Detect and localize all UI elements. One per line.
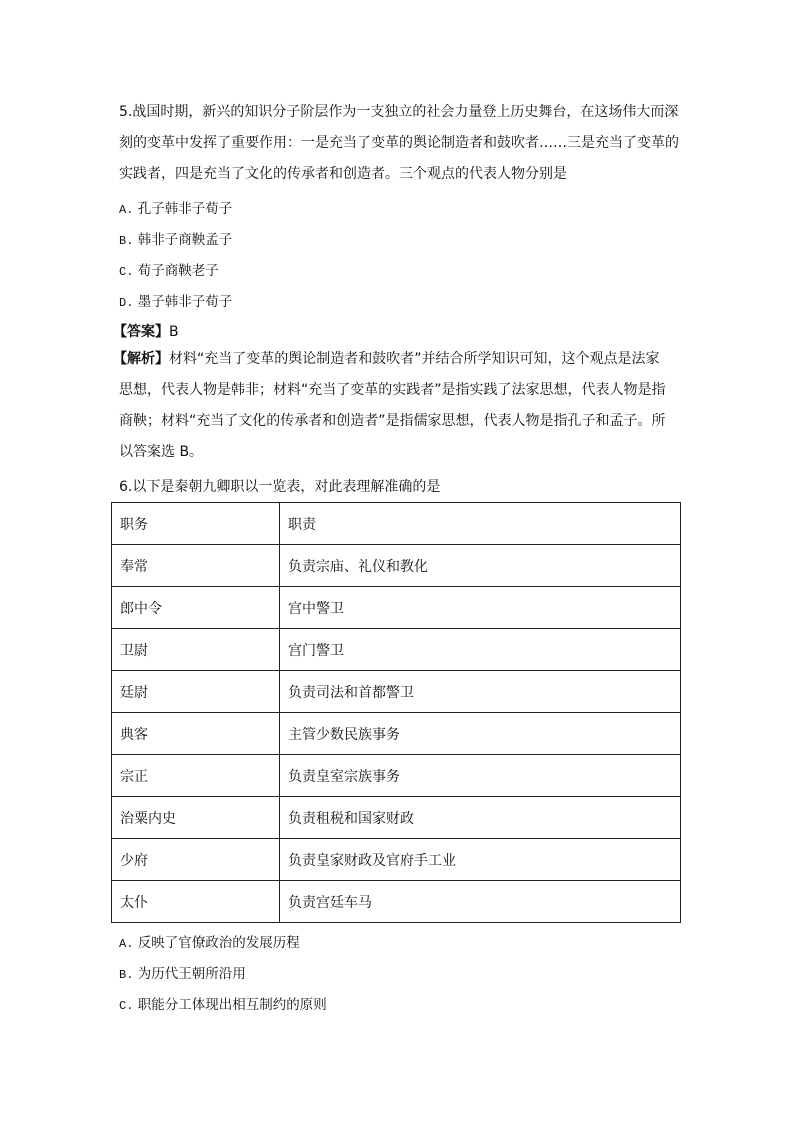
option-text: 职能分工体现出相互制约的原则 (137, 997, 327, 1013)
option-label: A. (119, 203, 134, 217)
analysis-line-1 (113, 344, 683, 375)
option-text: 墨子韩非子荀子 (137, 294, 233, 310)
option-label: D. (119, 296, 134, 310)
table-header-cell: 职责 (280, 503, 681, 545)
question-5-analysis (113, 344, 683, 468)
option-text: 荀子商鞅老子 (137, 263, 219, 279)
table-cell: 少府 (112, 839, 280, 881)
analysis-tag: 【解析】 (113, 351, 169, 367)
table-row (112, 797, 681, 839)
option-text: 韩非子商鞅孟子 (137, 232, 233, 248)
nine-ministers-table (111, 502, 681, 923)
table-cell: 卫尉 (112, 629, 280, 671)
table-cell: 治粟内史 (112, 797, 280, 839)
analysis-line-4: 以答案选 B。 (119, 444, 204, 460)
analysis-line-3: 商鞅；材料“充当了文化的传承者和创造者”是指儒家思想，代表人物是指孔子和孟子。所 (119, 413, 666, 429)
option-label: A. (119, 937, 134, 951)
table-header-row (112, 503, 681, 545)
question-6-stem (119, 472, 679, 503)
table-cell: 负责皇家财政及官府手工业 (280, 839, 681, 881)
table-cell: 宫中警卫 (280, 587, 681, 629)
answer-tag: 【答案】 (113, 324, 169, 340)
table-row (112, 755, 681, 797)
option-text: 为历代王朝所沿用 (137, 966, 246, 982)
option-label: B. (119, 968, 134, 982)
table-cell: 负责租税和国家财政 (280, 797, 681, 839)
table-cell: 负责皇室宗族事务 (280, 755, 681, 797)
table-cell: 负责宫廷车马 (280, 881, 681, 923)
answer-value: B (169, 324, 179, 340)
table-cell: 宫门警卫 (280, 629, 681, 671)
table-cell: 负责宗庙、礼仪和教化 (280, 545, 681, 587)
question-5-line-2: 刻的变革中发挥了重要作用：一是充当了变革的舆论制造者和鼓吹者……三是充当了变革的 (119, 135, 679, 151)
question-5-line-1: 5.战国时期，新兴的知识分子阶层作为一支独立的社会力量登上历史舞台，在这场伟大而深 (119, 104, 679, 120)
analysis-line-2: 思想，代表人物是韩非；材料“充当了变革的实践者”是指实践了法家思想，代表人物是指 (119, 382, 666, 398)
table-header-cell: 职务 (112, 503, 280, 545)
table-row (112, 839, 681, 881)
table-row (112, 587, 681, 629)
option-text: 反映了官僚政治的发展历程 (137, 935, 300, 951)
question-5-stem (119, 97, 679, 190)
question-6-option-b (119, 962, 246, 982)
option-text: 孔子韩非子荀子 (137, 201, 233, 217)
table-row (112, 881, 681, 923)
question-6-option-a (119, 931, 300, 951)
table-cell: 宗正 (112, 755, 280, 797)
table-row (112, 671, 681, 713)
option-label: C. (119, 999, 134, 1013)
table-row (112, 545, 681, 587)
table-cell: 典客 (112, 713, 280, 755)
option-label: C. (119, 265, 134, 279)
option-label: B. (119, 234, 134, 248)
question-5-option-d (119, 290, 232, 310)
analysis-text-1: 材料“充当了变革的舆论制造者和鼓吹者”并结合所学知识可知，这个观点是法家 (169, 351, 660, 367)
question-5-option-c (119, 259, 219, 279)
question-6-line-1: 6.以下是秦朝九卿职以一览表，对此表理解准确的是 (119, 479, 441, 495)
table-cell: 太仆 (112, 881, 280, 923)
question-5-option-a (119, 197, 232, 217)
table-row (112, 629, 681, 671)
table-cell: 郎中令 (112, 587, 280, 629)
table-cell: 负责司法和首都警卫 (280, 671, 681, 713)
table-cell: 主管少数民族事务 (280, 713, 681, 755)
question-5-answer (113, 321, 179, 341)
question-5-line-3: 实践者，四是充当了文化的传承者和创造者。三个观点的代表人物分别是 (119, 166, 567, 182)
table-row (112, 713, 681, 755)
table-cell: 奉常 (112, 545, 280, 587)
question-6-option-c (119, 993, 327, 1013)
question-5-option-b (119, 228, 232, 248)
table-cell: 廷尉 (112, 671, 280, 713)
